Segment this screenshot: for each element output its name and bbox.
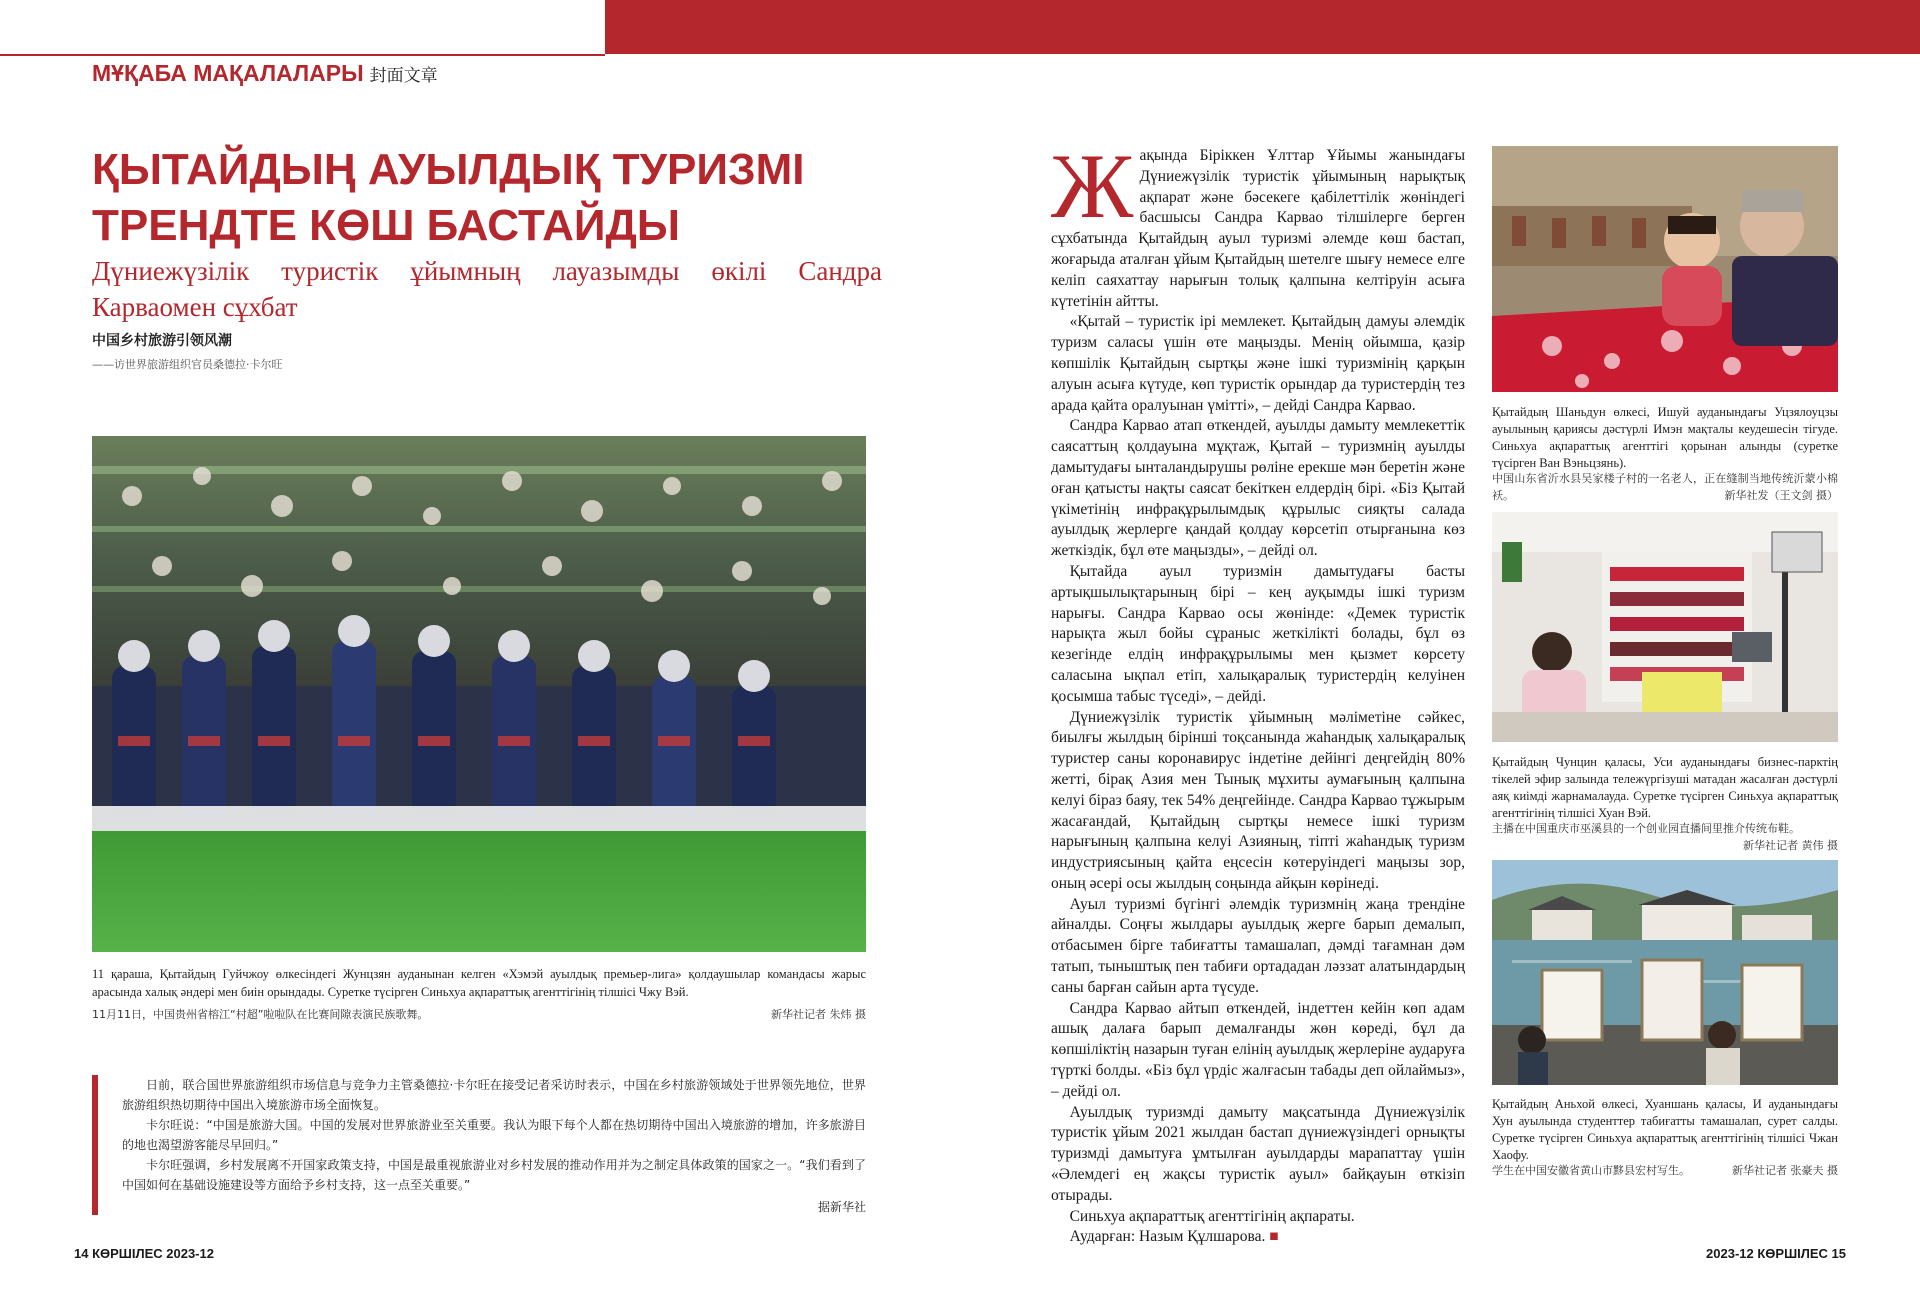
side-photo-3-credit-zh: 新华社记者 张豪夫 摄 [1732, 1164, 1838, 1177]
zh-summary-source: 据新华社 [817, 1200, 866, 1214]
drop-cap: Ж [1051, 135, 1134, 237]
zh-summary-p1: 日前，联合国世界旅游组织市场信息与竞争力主管桑德拉·卡尔旺在接受记者采访时表示，中国在乡村旅游领域处于世界领先地位，世界旅游组织热切期待中国出入境旅游市场全面恢复。 [122, 1078, 866, 1112]
article-source: Синьхуа ақпараттық агенттігінің ақпараты. [1069, 1207, 1355, 1225]
article-paragraph-8: Ауылдық туризмді дамыту мақсатында Дүниежүзілік туристік ұйым 2021 жылдан бастап дүниежүзіндегі орнықты туризмді дамытуға ұмтылған ауылдарды марапаттау үшін «Әлемдегі ең жақсы туристік ауыл» байқауын өткізіп отырады. [1051, 1103, 1465, 1204]
side-photo-1-caption-zh [1492, 470, 1838, 504]
article-translator-text: Аударған: Назым Құлшарова. [1069, 1228, 1266, 1246]
article-subtitle: Дүниежүзілік туристік ұйымның лауазымды өкілі Сандра Карваомен сұхбат [92, 256, 882, 322]
article-paragraph-4: Қытайда ауыл туризмін дамытудағы басты артықшылықтарының бірі – кең ауқымды ішкі туризм нарығы. Сандра Карвао осы жөнінде: «Демек туристік нарықта жыл бойы сұраныс жеткілікті болады, бұл өз кезегінде елдің инфрақұрылымы мен қызмет көрсету саласына ықпал етіп, халықаралық туристердің келуінен қосымша табыс түседі», – дейді. [1051, 562, 1465, 705]
side-photo-3-caption: Қытайдың Аньхой өлкесі, Хуаншань қаласы, И ауданындағы Хун ауылында студенттер табиғатты тамашалап, сурет салды. Суретке түсірген Синьхуа ақпараттық агенттігінің тілшісі Чжан Хаофу. [1492, 1097, 1838, 1162]
side-photo-2-caption-zh [1492, 820, 1838, 854]
side-photo-1-caption-zh-text: 中国山东省沂水县吴家楼子村的一名老人，正在缝制当地传统沂蒙小棉袄。 [1492, 472, 1838, 502]
side-photo-1-caption: Қытайдың Шаньдун өлкесі, Ишуй ауданындағы Уцзялоуцзы ауылының қариясы дәстүрлі Имэн мақталы кеудешесін тігуде. Синьхуа ақпараттық агенттігі қорынан алынды (суретке түсірген Ван Вэньцзянь). [1492, 405, 1838, 470]
article-paragraph-5: Дүниежүзілік туристік ұйымның мәліметіне сәйкес, биылғы жылдың бірінші тоқсанында жаһандық халықаралық туристер саны коронавирус індетіне дейінгі деңгейдің 80% жетті, бірақ Азия мен Тынық мұхиты аумағының қалпына келуі біраз баяу, тек 54% деңгейінде. Сандра Карвао тұжырым жасағандай, Қытайдың сыртқы немесе ішкі туризм нарығының қалпына келуі Азияның, тіпті жаһандық туризм индустриясының қайта еңсесін көтеруіндегі маңызы зор, оның әсері осы жылдың соңында айқын көрінеді. [1051, 708, 1465, 892]
article-body [1051, 135, 1465, 1248]
side-photo-sketching [1492, 860, 1838, 1085]
zh-summary-p3: 卡尔旺强调，乡村发展离不开国家政策支持，中国是最重视旅游业对乡村发展的推动作用并为之制定具体政策的国家之一。“我们看到了中国如何在基础设施建设等方面给予乡村支持，这一点至关重要。” [122, 1158, 866, 1192]
side-photo-2-credit-zh: 新华社记者 黄伟 摄 [1743, 839, 1838, 852]
section-label-zh: 封面文章 [369, 66, 438, 85]
zh-title: 中国乡村旅游引领风潮 [92, 333, 232, 349]
page-footer-right: 2023-12 КӨРШІЛЕС 15 [1706, 1246, 1846, 1261]
main-photo-caption-zh [92, 1006, 866, 1022]
side-photo-3-caption-zh-text: 学生在中国安徽省黄山市黟县宏村写生。 [1492, 1164, 1690, 1177]
article-paragraph-1 [1051, 135, 1465, 312]
header-rule [0, 54, 605, 56]
article-paragraph-1-text: ақында Біріккен Ұлттар Ұйымы жанындағы Дүниежүзілік туристік ұйымының нарықтық ақпарат және бәсекеге қабілеттілік жөніндегі басшысы Сандра Карвао тілшілерге берген сұхбатында Қытайдың ауыл туризмі әлемде көш бастап, жоғарыда аталған ұйым Қытайдың шетелге шығу немесе елге келіп саяхаттау нарығын толық қалпына келтіруін асыға күтетінін айтты. [1051, 147, 1465, 310]
section-label-kz: МҰҚАБА МАҚАЛАЛАРЫ [92, 60, 364, 86]
main-photo-dancers [92, 436, 866, 952]
side-photo-2-caption-zh-text: 主播在中国重庆市巫溪县的一个创业园直播间里推介传统布鞋。 [1492, 822, 1800, 835]
zh-summary-box [92, 1075, 866, 1215]
header-color-bar [605, 0, 1920, 54]
section-label [92, 60, 438, 87]
article-paragraph-2: «Қытай – туристік ірі мемлекет. Қытайдың дамуы әлемдік туризм саласы үшін өте маңызды. Менің ойымша, қазір көпшілік Қытайдың сыртқы және ішкі туризмінің қарқын алуын асыға күтуде, көп туристік орындар да туристердің тез арада қайта оралуынан үмітті», – дейді Сандра Карвао. [1051, 313, 1465, 414]
side-photo-sewing [1492, 146, 1838, 392]
zh-summary-p2: 卡尔旺说：“中国是旅游大国。中国的发展对世界旅游业至关重要。我认为眼下每个人都在热切期待中国出入境旅游的增加，许多旅游目的地也渴望游客能尽早回归。” [122, 1118, 866, 1152]
zh-subtitle: ——访世界旅游组织官员桑德拉·卡尔旺 [92, 358, 283, 371]
side-photo-livestream [1492, 512, 1838, 742]
side-photo-2-caption: Қытайдың Чунцин қаласы, Уси ауданындағы бизнес-парктің тікелей эфир залында тележүргізуші матадан жасалған дәстүрлі аяқ киімді жарнамалауда. Суретке түсірген Синьхуа ақпараттық агенттігінің тілшісі Хуан Вэй. [1492, 755, 1838, 820]
side-photo-1-credit-zh: 新华社发（王文剑 摄） [1724, 489, 1838, 502]
article-title [92, 142, 892, 254]
page-footer-left: 14 КӨРШІЛЕС 2023-12 [74, 1246, 214, 1261]
side-photo-3-caption-zh [1492, 1162, 1838, 1179]
article-paragraph-7: Сандра Карвао айтып өткендей, індеттен кейін көп адам ашық далаға барып демалғанды жөн көреді, бұл да көпшіліктің назарын туған елінің ауылдық жерлеріне аударуға түрткі болды. «Біз бұл үрдіс жалғасын табады деп ойлаймыз», – дейді ол. [1051, 999, 1465, 1100]
article-title-line1: ҚЫТАЙДЫҢ АУЫЛДЫҚ ТУРИЗМІ [92, 145, 805, 194]
main-photo-caption-zh-text: 11月11日，中国贵州省榕江“村超”啦啦队在比赛间隙表演民族歌舞。 [92, 1008, 429, 1021]
main-photo-credit-zh: 新华社记者 朱炜 摄 [771, 1008, 866, 1021]
end-mark: ■ [1269, 1228, 1279, 1246]
main-photo-caption: 11 қараша, Қытайдың Гуйчжоу өлкесіндегі Жунцзян ауданынан келген «Хэмэй ауылдық премьер-лига» қолдаушылар командасы жарыс арасында халық әндері мен биін орындады. Суретке түсірген Синьхуа ақпараттық агенттігінің тілшісі Чжу Вэй. [92, 967, 866, 999]
article-title-line2: ТРЕНДТЕ КӨШ БАСТАЙДЫ [92, 201, 680, 250]
article-paragraph-6: Ауыл туризмі бүгінгі әлемдік туризмнің жаңа трендіне айналды. Соңғы жылдары ауылдық жерге барып демалып, отбасымен бірге табиғатты тамашалап, дәмді тағамнан дәм татып, тыныштық пен табиғи ортададан ләззат алатындардың саны барған сайын арта түсуде. [1051, 895, 1465, 996]
article-translator [1051, 1227, 1465, 1248]
article-paragraph-3: Сандра Карвао атап өткендей, ауылды дамыту мемлекеттік саясаттың қолдауына мұқтаж, Қытай – туризмнің ауылды дамытудағы ынталандырушы рөліне ерекше мән беретін және оған қатысты нақты саясат бекіткен елдердің бірі. «Біз Қытай үкіметінің инфрақұрылымдық құрылыс сияқты салада ауылдық жерлерге қандай қолдау көрсетіп отырғанына көз жеткіздік, бұл өте маңызды», – дейді ол. [1051, 417, 1465, 560]
